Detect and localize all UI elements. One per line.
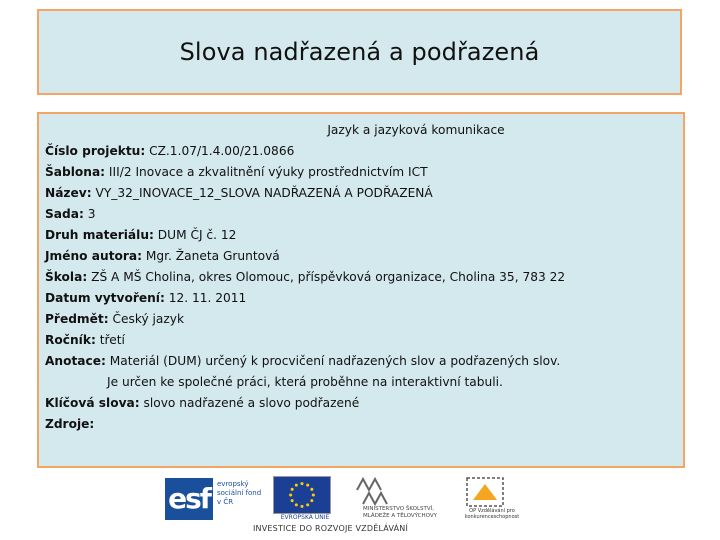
annotation-value: Materiál (DUM) určený k procvičení nadřazených slov a podřazených slov. (105, 354, 561, 368)
msmt-caption: MINISTERSTVO ŠKOLSTVÍ, MLÁDEŽE A TĚLOVÝCHOVY (363, 506, 437, 519)
author-value: Mgr. Žaneta Gruntová (142, 249, 280, 263)
subject-heading: Jazyk a jazyková komunikace (327, 123, 505, 137)
grade-value: třetí (95, 333, 125, 347)
name-label: Název: (45, 186, 92, 200)
material-type-line (45, 225, 683, 246)
set-value: 3 (83, 207, 96, 221)
template-value: III/2 Inovace a zkvalitnění výuky prostřednictvím ICT (105, 165, 428, 179)
project-number-label: Číslo projektu: (45, 144, 146, 158)
annotation-label: Anotace: (45, 354, 106, 368)
eu-logo (273, 476, 333, 522)
project-number-value: CZ.1.07/1.4.00/21.0866 (145, 144, 295, 158)
author-label: Jméno autora: (45, 249, 143, 263)
keywords-value: slovo nadřazené a slovo podřazené (139, 396, 360, 410)
project-number-line (45, 141, 683, 162)
subject-label: Předmět: (45, 312, 109, 326)
footer-logos (165, 472, 525, 536)
date-value: 12. 11. 2011 (164, 291, 247, 305)
grade-line (45, 330, 683, 351)
funding-slogan: INVESTICE DO ROZVOJE VZDĚLÁVÁNÍ (253, 524, 409, 533)
msmt-logo (355, 476, 445, 522)
school-value: ZŠ A MŠ Cholina, okres Olomouc, příspěvková organizace, Cholina 35, 783 22 (87, 270, 566, 284)
name-line (45, 183, 683, 204)
sources-label: Zdroje: (45, 417, 95, 431)
keywords-line (45, 393, 683, 414)
title-panel (37, 9, 682, 95)
op-logo (457, 476, 527, 522)
date-label: Datum vytvoření: (45, 291, 165, 305)
school-line (45, 267, 683, 288)
set-label: Sada: (45, 207, 84, 221)
eu-flag-icon (273, 476, 331, 514)
subject-line (45, 309, 683, 330)
subject-value: Český jazyk (108, 312, 185, 326)
info-panel (37, 112, 685, 468)
eu-caption: EVROPSKÁ UNIE (280, 514, 330, 521)
name-value: VY_32_INOVACE_12_SLOVA NADŘAZENÁ A PODŘAZENÁ (91, 186, 433, 200)
school-label: Škola: (45, 270, 88, 284)
grade-label: Ročník: (45, 333, 96, 347)
set-line (45, 204, 683, 225)
esf-text: evropský sociální fond v ČR (217, 480, 262, 506)
annotation-continued: Je určen ke společné práci, která proběhne na interaktivní tabuli. (107, 375, 503, 389)
keywords-label: Klíčová slova: (45, 396, 140, 410)
msmt-mark-icon (355, 476, 391, 506)
sources-line (45, 414, 683, 435)
template-label: Šablona: (45, 165, 106, 179)
slide-title: Slova nadřazená a podřazená (179, 38, 540, 66)
author-line (45, 246, 683, 267)
annotation-line (45, 351, 683, 372)
esf-logo (165, 476, 265, 522)
template-line (45, 162, 683, 183)
material-type-value: DUM ČJ č. 12 (153, 228, 237, 242)
op-mark-icon (465, 476, 505, 508)
esf-mark: esf (165, 478, 213, 520)
op-caption: OP Vzdělávání pro konkurenceschopnost (464, 508, 520, 520)
date-line (45, 288, 683, 309)
material-type-label: Druh materiálu: (45, 228, 154, 242)
